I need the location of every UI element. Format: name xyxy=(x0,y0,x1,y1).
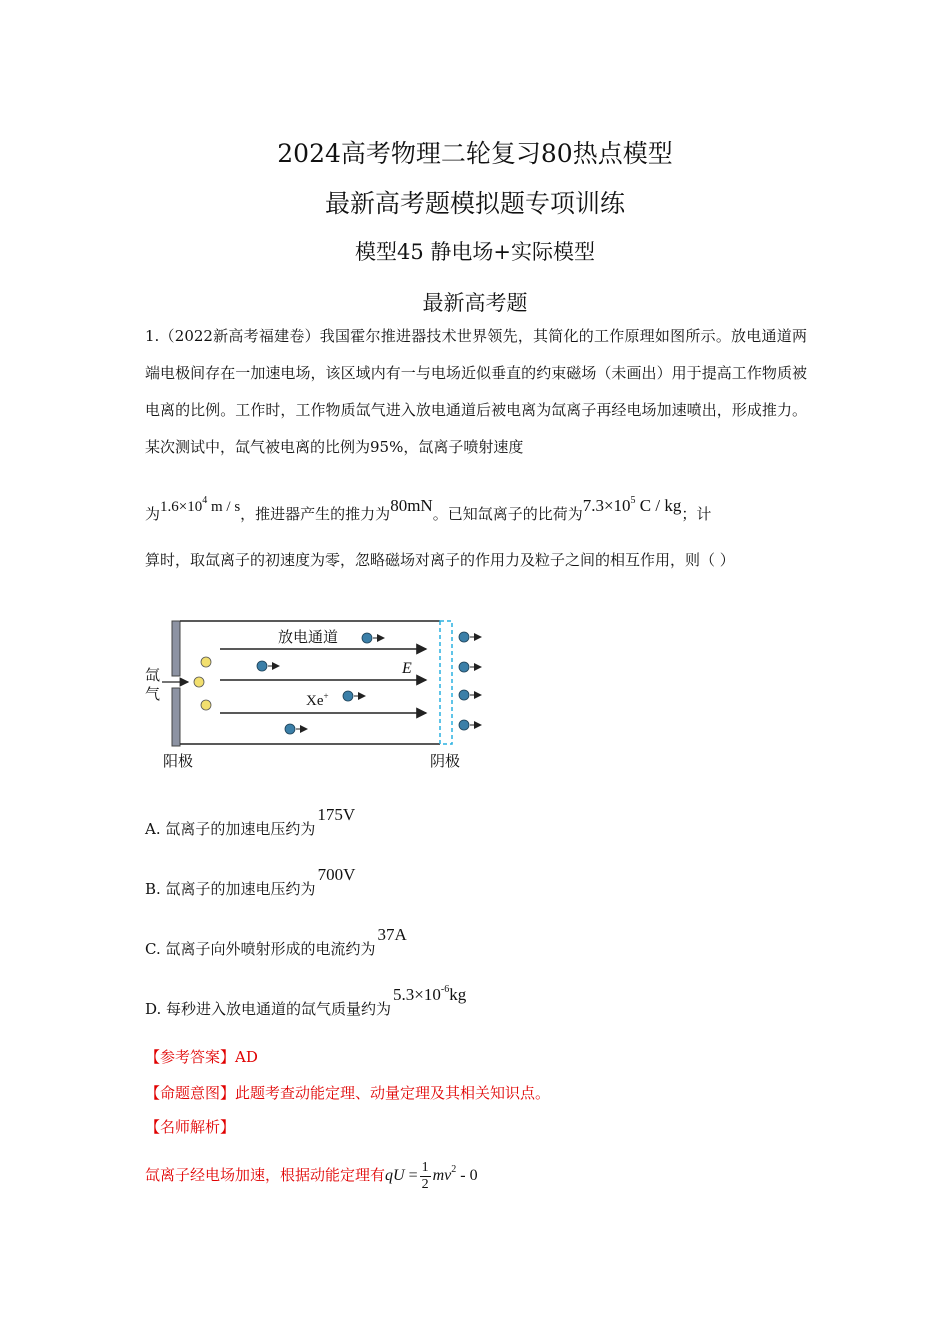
question-paragraph-2 xyxy=(145,490,807,534)
anode-plate-top xyxy=(172,621,180,676)
option-b xyxy=(145,865,356,899)
ion-label: Xe+ xyxy=(306,691,329,709)
doc-title: 2024高考物理二轮复习80热点模型 xyxy=(277,139,673,168)
xenon-atom xyxy=(201,700,211,710)
gas-label-2: 气 xyxy=(145,685,161,703)
option-d-value: $5.3\times 10^{-6}kg$ xyxy=(393,984,467,1004)
doc-subtitle: 最新高考题模拟题专项训练 xyxy=(324,189,625,218)
thrust-value: 80mN xyxy=(390,496,433,515)
reference-answer: 【参考答案】AD xyxy=(145,1048,258,1066)
xenon-atom xyxy=(201,657,211,667)
anode-plate-bottom xyxy=(172,688,180,746)
cathode-label: 阴极 xyxy=(430,752,461,770)
section-title: 最新高考题 xyxy=(422,291,528,315)
ejected-ion xyxy=(459,690,481,700)
question-paragraph-3: 算时，取氙离子的初速度为零，忽略磁场对离子的作用力及粒子之间的相互作用，则（ ） xyxy=(145,551,735,569)
analysis-heading: 【名师解析】 xyxy=(145,1118,236,1136)
field-label: E xyxy=(402,660,412,677)
option-c-text: C. 氙离子向外喷射形成的电流约为 xyxy=(145,940,376,958)
question-intent: 【命题意图】此题考查动能定理、动量定理及其相关知识点。 xyxy=(145,1084,551,1102)
model-title: 模型45 静电场+实际模型 xyxy=(355,240,595,264)
text-ji: ；计 xyxy=(681,505,712,523)
velocity-value: $1.6\times 10^4$ m / s xyxy=(160,495,241,515)
xenon-ion xyxy=(343,691,365,701)
option-c xyxy=(145,925,407,959)
text-charge-mass: 。已知氙离子的比荷为 xyxy=(432,505,583,523)
kinetic-energy-equation: qU = $\frac{1}{2}$ $mv^2 - 0$ xyxy=(385,1159,478,1192)
xenon-ion xyxy=(285,724,307,734)
ejected-ion xyxy=(459,662,481,672)
option-a-value: 175V xyxy=(317,805,356,824)
channel-label: 放电通道 xyxy=(278,628,339,646)
option-b-value: 700V xyxy=(317,865,356,884)
ejected-ion xyxy=(459,632,481,642)
text-wei: 为 xyxy=(145,505,161,523)
ejected-ion xyxy=(459,720,481,730)
xenon-ion xyxy=(257,661,279,671)
charge-mass-value: $7.3\times 10^5$ C / kg xyxy=(582,495,682,515)
option-d xyxy=(145,984,467,1019)
analysis-line xyxy=(145,1150,478,1196)
hall-thruster-diagram xyxy=(144,616,484,776)
gas-label-1: 氙 xyxy=(145,666,161,684)
option-b-text: B. 氙离子的加速电压约为 xyxy=(145,880,316,898)
xenon-atom xyxy=(194,677,204,687)
question-paragraph-1: 1.（2022新高考福建卷）我国霍尔推进器技术世界领先，其简化的工作原理如图所示。放电通道两端电极间存在一加速电场，该区域内有一与电场近似垂直的约束磁场（未画出）用于提高工作物质被电离的比例。工作时，工作物质氙气进入放电通道后被电离为氙离子再经电场加速喷出，形成推力。某次测试中，氙气被电离的比例为95%，氙离子喷射速度 xyxy=(145,327,807,456)
option-c-value: 37A xyxy=(377,925,407,944)
cathode-grid xyxy=(440,621,452,744)
option-a-text: A. 氙离子的加速电压约为 xyxy=(145,820,316,838)
analysis-text: 氙离子经电场加速，根据动能定理有 xyxy=(145,1166,386,1184)
text-thrust: ，推进器产生的推力为 xyxy=(240,505,391,523)
xenon-ion xyxy=(362,633,384,643)
anode-label: 阳极 xyxy=(163,752,194,770)
option-a xyxy=(145,805,356,839)
option-d-text: D. 每秒进入放电通道的氙气质量约为 xyxy=(145,1000,392,1018)
